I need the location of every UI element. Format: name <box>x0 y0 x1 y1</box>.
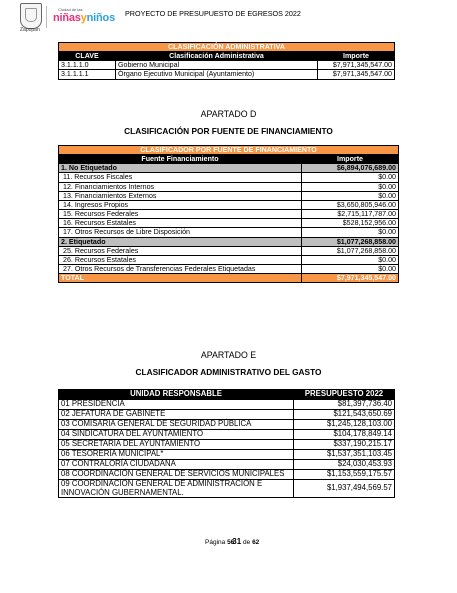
importe-cell: $2,715,117,787.00 <box>302 210 399 219</box>
source-cell: 16. Recursos Estatales <box>59 219 302 228</box>
apartado-d-title: CLASIFICACIÓN POR FUENTE DE FINANCIAMIENTO <box>124 126 333 136</box>
table-row <box>59 449 395 459</box>
apartado-d-label: APARTADO D <box>200 109 257 119</box>
importe-cell: $528,152,956.00 <box>302 219 399 228</box>
unit-cell: 07 CONTRALORÍA CIUDADANA <box>59 459 294 469</box>
source-cell: 15. Recursos Federales <box>59 210 302 219</box>
unit-cell: 08 COORDINACIÓN GENERAL DE SERVICIOS MUNICIPALES <box>59 469 294 479</box>
table-row <box>59 255 399 264</box>
admin-header-desc: Clasificación Administrativa <box>116 52 318 61</box>
apartado-e-label: APARTADO E <box>200 350 257 360</box>
unit-cell: 01 PRESIDENCIA <box>59 399 294 409</box>
importe-cell: $3,650,805,946.00 <box>302 200 399 209</box>
source-cell: 13. Financiamientos Externos <box>59 191 302 200</box>
logo-brand-a: niñas <box>53 12 81 24</box>
source-cell: 11. Recursos Fiscales <box>59 173 302 182</box>
budget-cell: $1,937,494,569.57 <box>294 479 395 498</box>
apartado-e-title: CLASIFICADOR ADMINISTRATIVO DEL GASTO <box>135 367 322 377</box>
budget-cell: $1,537,351,103.45 <box>294 449 395 459</box>
table-row <box>59 228 399 237</box>
logo-brand-b: y <box>80 12 87 24</box>
page-total: 62 <box>252 539 260 546</box>
logo-brand <box>53 12 115 24</box>
unit-cell: 02 JEFATURA DE GABINETE <box>59 409 294 419</box>
unit-cell: 03 COMISARIA GENERAL DE SEGURIDAD PÚBLICA <box>59 419 294 429</box>
admin-header-clave: CLAVE <box>59 52 116 61</box>
table-row <box>59 429 395 439</box>
logo-divider <box>46 6 47 28</box>
table-row <box>59 219 399 228</box>
page-footer <box>205 537 259 546</box>
source-cell: 12. Financiamientos Internos <box>59 182 302 191</box>
table-row <box>59 164 399 173</box>
source-cell: 27. Otros Recursos de Transferencias Federales Etiquetadas <box>59 265 302 274</box>
logo-brand-c: niños <box>86 12 115 24</box>
source-cell: 1. No Etiquetado <box>59 164 302 173</box>
source-cell: 14. Ingresos Propios <box>59 200 302 209</box>
importe-cell: $0.00 <box>302 191 399 200</box>
importe-cell: $1,077,268,858.00 <box>302 237 399 246</box>
budget-cell: $121,543,650.69 <box>294 409 395 419</box>
table-row <box>59 173 399 182</box>
table-row <box>59 439 395 449</box>
table-row <box>59 459 395 469</box>
importe-cell: $0.00 <box>302 182 399 191</box>
table-row <box>59 246 399 255</box>
budget-cell: $1,153,559,175.57 <box>294 469 395 479</box>
table-row <box>59 70 395 79</box>
table-row <box>59 265 399 274</box>
funding-table-banner: CLASIFICADOR POR FUENTE DE FINANCIAMIENTO <box>59 146 399 155</box>
funding-header-importe: Importe <box>302 155 399 164</box>
admin-spending-table <box>58 389 395 498</box>
unit-cell: 09 COORDINACIÓN GENERAL DE ADMINISTRACIÓN E INNOVACIÓN GUBERNAMENTAL. <box>59 479 294 498</box>
importe-cell: $0.00 <box>302 255 399 264</box>
unit-cell: 04 SINDICATURA DEL AYUNTAMIENTO <box>59 429 294 439</box>
spending-header-budget: PRESUPUESTO 2022 <box>294 390 395 400</box>
table-row <box>59 61 395 70</box>
spending-header-unit: UNIDAD RESPONSABLE <box>59 390 294 400</box>
logo-city-label: Ciudad de las <box>58 7 83 12</box>
budget-cell: $81,397,736.40 <box>294 399 395 409</box>
source-cell: 17. Otros Recursos de Libre Disposición <box>59 228 302 237</box>
budget-cell: $104,178,849.14 <box>294 429 395 439</box>
total-value: $7,971,345,547.00 <box>302 274 399 283</box>
unit-cell: 06 TESORERÍA MUNICIPAL* <box>59 449 294 459</box>
table-row <box>59 479 395 498</box>
table-row <box>59 210 399 219</box>
budget-cell: $24,030,453.93 <box>294 459 395 469</box>
importe-cell: $7,971,345,547.00 <box>318 70 395 79</box>
source-cell: 25. Recursos Federales <box>59 246 302 255</box>
funding-header-source: Fuente Financiamiento <box>59 155 302 164</box>
importe-cell: $0.00 <box>302 265 399 274</box>
budget-cell: $337,190,215.17 <box>294 439 395 449</box>
importe-cell: $0.00 <box>302 173 399 182</box>
importe-cell: $0.00 <box>302 228 399 237</box>
table-row <box>59 419 395 429</box>
importe-cell: $7,971,345,547.00 <box>318 61 395 70</box>
importe-cell: $6,894,076,689.00 <box>302 164 399 173</box>
table-row <box>59 469 395 479</box>
clave-cell: 3.1.1.1.0 <box>59 61 116 70</box>
zapopan-logo <box>20 3 160 33</box>
table-row <box>59 399 395 409</box>
page-of-label: de <box>243 539 251 546</box>
page-stamp-number: 31 <box>232 537 242 546</box>
desc-cell: Gobierno Municipal <box>116 61 318 70</box>
admin-table-banner: CLASIFICACIÓN ADMINISTRATIVA <box>59 43 395 52</box>
admin-classification-table <box>58 42 395 80</box>
zapopan-seal-icon <box>20 3 42 29</box>
page-header-title: PROYECTO DE PRESUPUESTO DE EGRESOS 2022 <box>125 9 301 18</box>
total-label: TOTAL <box>59 274 302 283</box>
admin-header-importe: Importe <box>318 52 395 61</box>
desc-cell: Órgano Ejecutivo Municipal (Ayuntamiento) <box>116 70 318 79</box>
table-row <box>59 191 399 200</box>
unit-cell: 05 SECRETARIA DEL AYUNTAMIENTO <box>59 439 294 449</box>
table-row <box>59 409 395 419</box>
importe-cell: $1,077,268,858.00 <box>302 246 399 255</box>
table-row <box>59 182 399 191</box>
table-row <box>59 237 399 246</box>
source-cell: 2. Etiquetado <box>59 237 302 246</box>
table-row <box>59 200 399 209</box>
funding-source-table <box>58 145 399 283</box>
total-row <box>59 274 399 283</box>
page-number: 56 <box>227 539 235 546</box>
logo-municipality: Zapopan <box>20 27 40 33</box>
clave-cell: 3.1.1.1.1 <box>59 70 116 79</box>
source-cell: 26. Recursos Estatales <box>59 255 302 264</box>
page-label: Página <box>205 539 226 546</box>
budget-cell: $1,245,128,103.00 <box>294 419 395 429</box>
